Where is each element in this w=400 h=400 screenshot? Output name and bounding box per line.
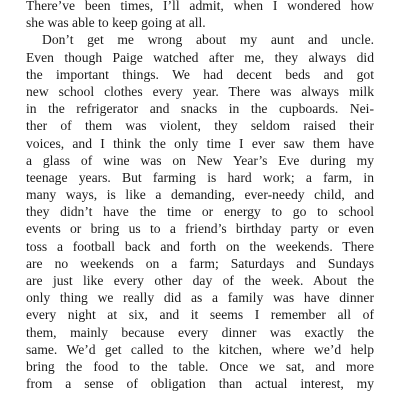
text-line: many ways, is like a demanding, ever-needy child, and [26,187,374,203]
text-line: they didn’t have the time or energy to go to school [26,204,374,220]
text-line: every night at six, and it seems I remember all of [26,307,374,323]
text-line: them, mainly because every dinner was exactly the [26,324,374,340]
text-line: same. We’d get called to the kitchen, where we’d help [26,341,374,357]
text-line: teenage years. But farming is hard work; a farm, in [26,169,374,185]
text-line: There’ve been times, I’ll admit, when I wondered how [26,0,374,13]
book-page-text [26,0,374,392]
text-line: only thing we really did as a family was have dinner [26,290,374,306]
text-line: voices, and I think the only time I ever saw them have [26,135,374,151]
text-line: are no weekends on a farm; Saturdays and Sundays [26,255,374,271]
text-line: in the refrigerator and snacks in the cupboards. Nei- [26,101,374,117]
text-line: a glass of wine was on New Year’s Eve during my [26,152,374,168]
text-line: are just like every other day of the week. About the [26,273,374,288]
text-line: Even though Paige watched after me, they always did [26,49,374,65]
text-line: new school clothes every year. There was always milk [26,83,374,99]
text-line: ther of them was violent, they seldom raised their [26,118,374,134]
text-line: events or bring us to a friend’s birthday party or even [26,221,374,237]
text-line: she was able to keep going at all. [26,15,206,31]
text-line: bring the food to the table. Once we sat, and more [26,358,374,374]
text-line: from a sense of obligation than actual interest, my [26,376,374,392]
text-line: the important things. We had decent beds and got [26,66,374,82]
text-line: toss a football back and forth on the weekends. There [26,238,374,254]
text-line: Don’t get me wrong about my aunt and uncle. [42,32,374,48]
